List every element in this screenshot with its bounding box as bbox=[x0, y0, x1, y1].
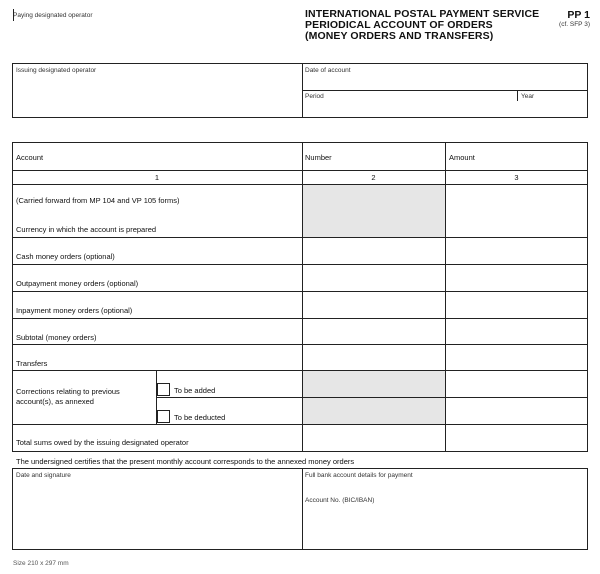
column-number-3: 3 bbox=[514, 173, 519, 182]
row-cash-money-orders: Cash money orders (optional) bbox=[16, 252, 115, 261]
shaded-cell-carried-forward bbox=[303, 185, 445, 237]
issuing-operator-field[interactable]: Issuing designated operator bbox=[16, 67, 97, 74]
certification-statement: The undersigned certifies that the present monthly account corresponds to the annexed money orders bbox=[16, 457, 355, 466]
account-number-field[interactable]: Account No. (BIC/IBAN) bbox=[305, 497, 375, 504]
column-header-number: Number bbox=[305, 153, 332, 162]
paying-operator-field-marker bbox=[13, 9, 14, 21]
to-be-deducted-label: To be deducted bbox=[174, 413, 226, 422]
form-title-line-1: INTERNATIONAL POSTAL PAYMENT SERVICE bbox=[305, 8, 540, 20]
row-currency: Currency in which the account is prepared bbox=[16, 225, 157, 234]
column-number-1: 1 bbox=[154, 173, 160, 182]
date-signature-field[interactable]: Date and signature bbox=[16, 472, 71, 479]
row-inpayment-money-orders: Inpayment money orders (optional) bbox=[16, 306, 133, 315]
form-code: PP 1 bbox=[567, 9, 590, 21]
paying-operator-label: Paying designated operator bbox=[13, 12, 93, 19]
period-field[interactable]: Period bbox=[305, 93, 324, 100]
to-be-added-checkbox[interactable] bbox=[157, 383, 170, 396]
row-transfers: Transfers bbox=[16, 359, 48, 368]
row-total-sums-owed: Total sums owed by the issuing designated operator bbox=[16, 438, 189, 447]
form-code-block bbox=[559, 9, 590, 28]
signature-bank-box bbox=[12, 468, 588, 550]
bank-details-field[interactable]: Full bank account details for payment bbox=[305, 472, 413, 479]
date-of-account-field[interactable]: Date of account bbox=[305, 67, 351, 74]
to-be-deducted-checkbox[interactable] bbox=[157, 410, 170, 423]
form-reference: (cf. SFP 3) bbox=[559, 21, 590, 28]
column-header-amount: Amount bbox=[449, 153, 475, 162]
form-title-line-3: (MONEY ORDERS AND TRANSFERS) bbox=[305, 30, 494, 42]
row-carried-forward: (Carried forward from MP 104 and VP 105 forms) bbox=[16, 196, 180, 205]
row-outpayment-money-orders: Outpayment money orders (optional) bbox=[16, 279, 139, 288]
form-title-line-2: PERIODICAL ACCOUNT OF ORDERS bbox=[305, 19, 493, 31]
size-note: Size 210 x 297 mm bbox=[13, 560, 69, 567]
column-header-account: Account bbox=[16, 153, 44, 162]
row-subtotal: Subtotal (money orders) bbox=[16, 333, 97, 342]
to-be-added-label: To be added bbox=[174, 386, 216, 395]
row-corrections: Corrections relating to previous account(s), as annexed bbox=[16, 387, 120, 406]
form-title bbox=[305, 9, 539, 42]
year-field[interactable]: Year bbox=[521, 93, 535, 100]
column-number-2: 2 bbox=[371, 173, 376, 182]
